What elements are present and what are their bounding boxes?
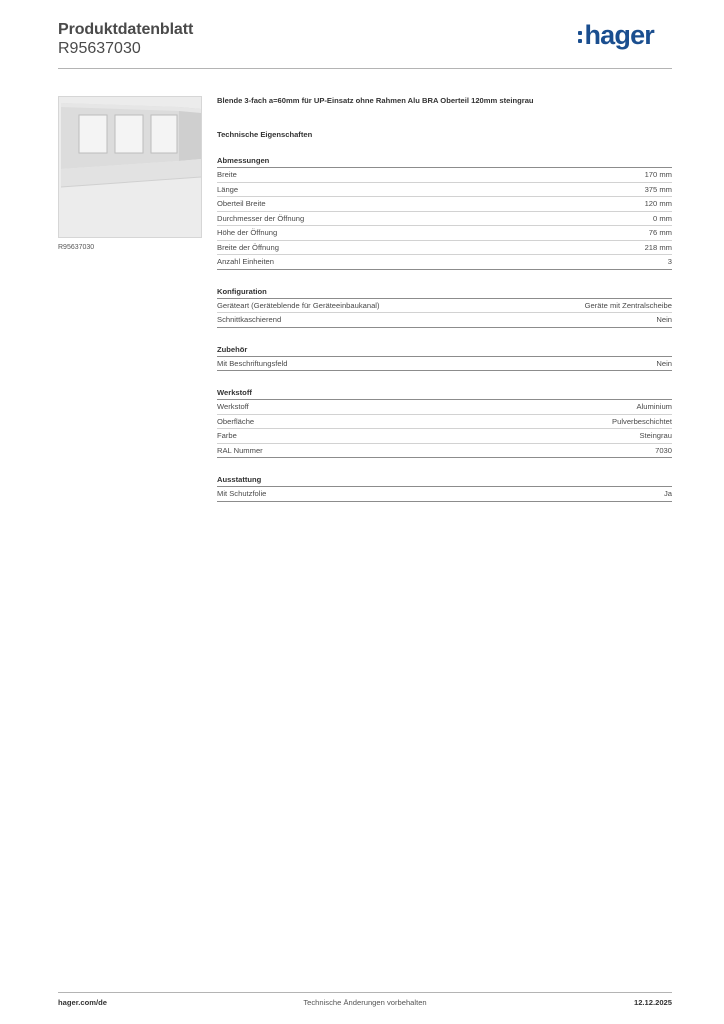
row-label: Breite der Öffnung [217, 242, 279, 252]
row-value: 120 mm [644, 199, 672, 208]
group-abmessungen [217, 155, 672, 270]
footer-divider [58, 992, 672, 993]
row-value: 375 mm [644, 184, 672, 194]
row-label: Länge [217, 184, 239, 194]
row-label: Schnittkaschierend [217, 315, 282, 324]
group-ausstattung [217, 474, 672, 502]
row-value: Steingrau [639, 431, 672, 440]
footer-date: 12.12.2025 [633, 998, 672, 1007]
row-value: 3 [667, 257, 672, 266]
row-value: Pulverbeschichtet [612, 416, 672, 426]
logo-text: hager [584, 20, 654, 50]
row-value: Ja [663, 489, 672, 498]
group-konfiguration [217, 286, 672, 328]
row-value: 218 mm [644, 242, 672, 252]
table-row [217, 299, 672, 314]
page-footer [58, 998, 672, 1010]
row-label: Oberfläche [217, 416, 255, 426]
group-title: Abmessungen [217, 155, 672, 168]
image-caption: R95637030 [58, 244, 95, 251]
document-number: R95637030 [58, 40, 141, 57]
footer-notice: Technische Änderungen vorbehalten [303, 998, 427, 1007]
table-row [217, 241, 672, 256]
row-label: Geräteart (Geräteblende für Geräteeinbaukanal) [217, 300, 380, 310]
row-value: Nein [656, 358, 672, 368]
row-label: RAL Nummer [217, 445, 263, 455]
row-label: Mit Schutzfolie [217, 489, 267, 498]
row-label: Oberteil Breite [217, 199, 266, 208]
group-title: Konfiguration [217, 286, 672, 299]
row-value: 170 mm [644, 170, 672, 179]
table-row [217, 226, 672, 241]
row-label: Anzahl Einheiten [217, 257, 274, 266]
page-header [58, 20, 672, 70]
row-label: Durchmesser der Öffnung [217, 213, 305, 223]
row-value: 7030 [655, 445, 672, 455]
table-row [217, 415, 672, 430]
table-row [217, 313, 672, 328]
document-title: Produktdatenblatt [58, 21, 194, 38]
row-value: Nein [656, 315, 672, 324]
product-image [58, 96, 202, 238]
table-row [217, 429, 672, 444]
table-row [217, 487, 672, 502]
footer-website-link[interactable]: hager.com/de [58, 998, 107, 1007]
product-description: Blende 3-fach a=60mm für UP-Einsatz ohne Rahmen Alu BRA Oberteil 120mm steingrau [217, 96, 534, 105]
row-value: Geräte mit Zentralscheibe [584, 300, 672, 310]
table-row [217, 197, 672, 212]
group-title: Zubehör [217, 344, 672, 357]
header-divider [58, 68, 672, 69]
table-row [217, 444, 672, 459]
table-row [217, 183, 672, 198]
table-row [217, 168, 672, 183]
group-title: Werkstoff [217, 387, 672, 400]
table-row [217, 400, 672, 415]
row-label: Breite [217, 170, 237, 179]
row-value: Aluminium [636, 402, 672, 411]
row-label: Farbe [217, 431, 237, 440]
logo-dots-icon [578, 31, 582, 43]
product-photo-icon [59, 97, 202, 238]
group-zubehoer [217, 344, 672, 372]
row-label: Höhe der Öffnung [217, 228, 278, 237]
table-row [217, 212, 672, 227]
section-heading: Technische Eigenschaften [217, 130, 313, 139]
datasheet-content [217, 96, 672, 502]
hager-logo [578, 20, 654, 50]
table-row [217, 357, 672, 372]
row-label: Mit Beschriftungsfeld [217, 358, 288, 368]
row-value: 76 mm [648, 228, 672, 237]
group-werkstoff [217, 387, 672, 458]
group-title: Ausstattung [217, 474, 672, 487]
table-row [217, 255, 672, 270]
row-value: 0 mm [653, 213, 672, 223]
row-label: Werkstoff [217, 402, 249, 411]
